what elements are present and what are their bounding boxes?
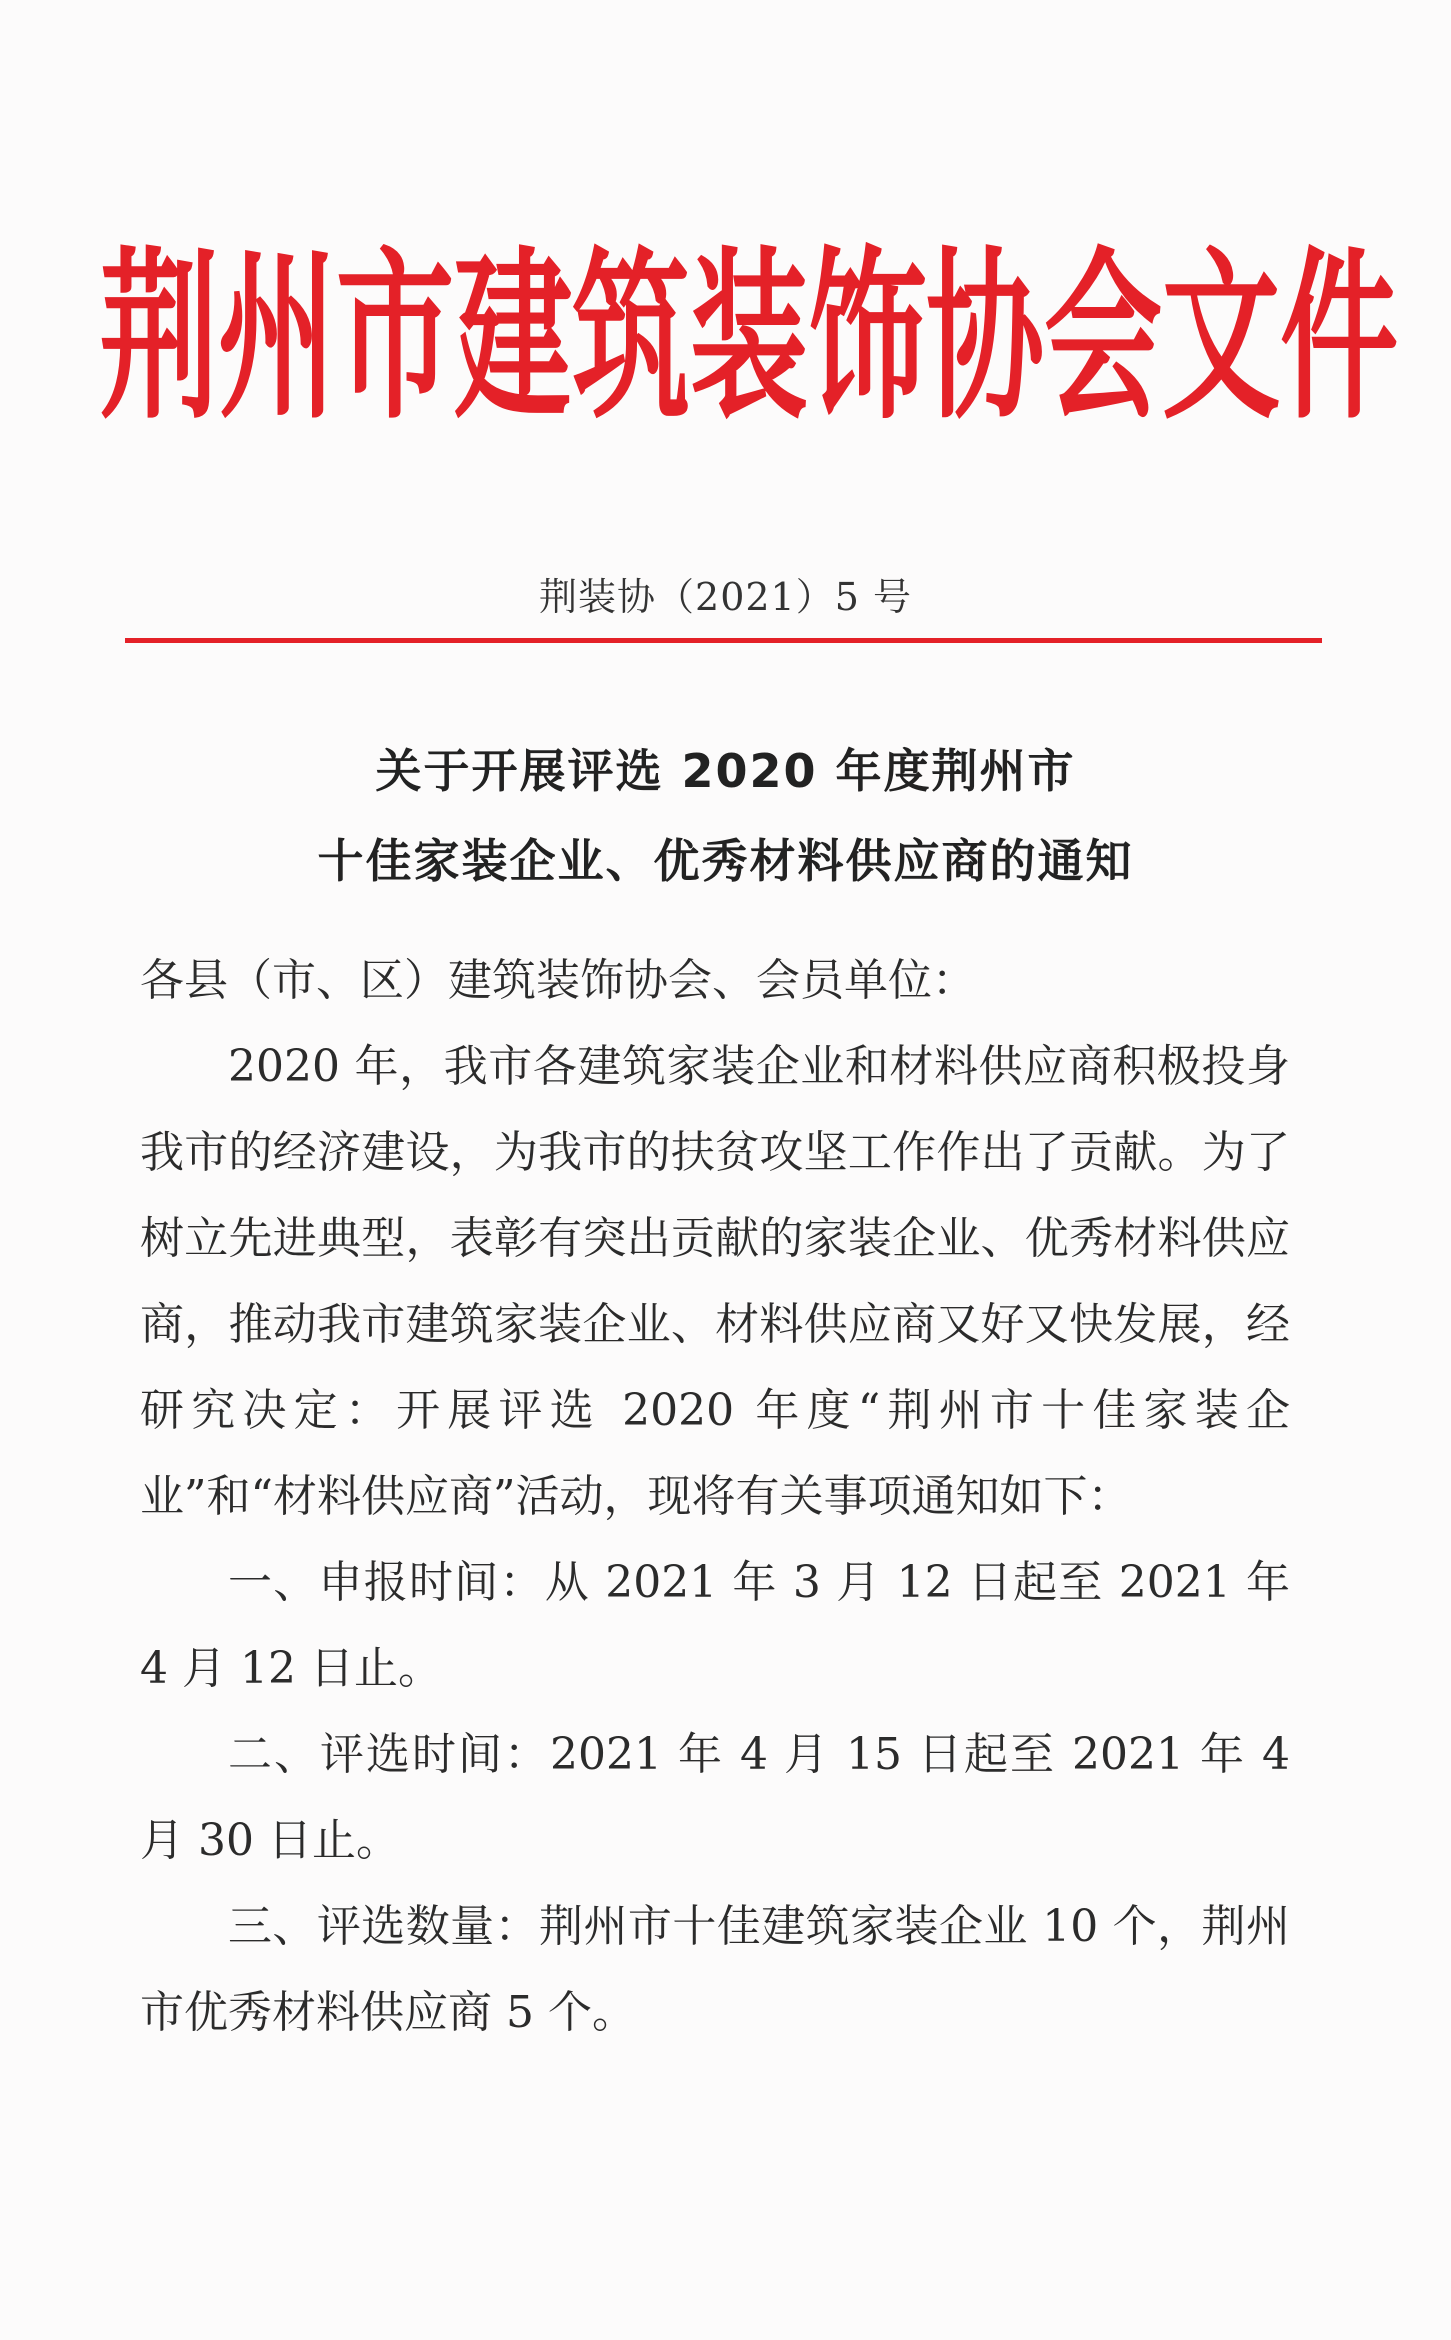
- masthead-char: 筑: [572, 230, 691, 444]
- document-number: 荆装协（2021）5 号: [539, 575, 912, 619]
- masthead-char: 文: [1162, 230, 1281, 444]
- item-selection-quota: 三、评选数量：荆州市十佳建筑家装企业 10 个，荆州市优秀材料供应商 5 个。: [140, 1901, 1290, 2038]
- red-divider: [125, 638, 1322, 643]
- masthead-char: 件: [1280, 230, 1399, 444]
- masthead-char: 协: [926, 230, 1045, 444]
- masthead-char: 市: [336, 230, 455, 444]
- intro-paragraph: 2020 年，我市各建筑家装企业和材料供应商积极投身我市的经济建设，为我市的扶贫攻坚工作作出了贡献。为了树立先进典型，表彰有突出贡献的家装企业、优秀材料供应商，推动我市建筑家装企业、材料供应商又好又快发展，经研究决定：开展评选 2020 年度“荆州市十佳家装企业”和“材料供应商”活动，现将有关事项通知如下：: [140, 1041, 1290, 1522]
- masthead-title: [100, 222, 1399, 452]
- masthead-char: 建: [454, 230, 573, 444]
- masthead-char: 饰: [808, 230, 927, 444]
- masthead-char: 荆: [100, 230, 219, 444]
- item-application-period: 一、申报时间：从 2021 年 3 月 12 日起至 2021 年 4 月 12 日止。: [140, 1557, 1290, 1694]
- item-evaluation-period: 二、评选时间：2021 年 4 月 15 日起至 2021 年 4 月 30 日止。: [140, 1729, 1290, 1866]
- salutation: 各县（市、区）建筑装饰协会、会员单位：: [140, 955, 976, 1006]
- masthead-char: 会: [1044, 230, 1163, 444]
- masthead-char: 州: [218, 230, 337, 444]
- notice-title-line2: 十佳家装企业、优秀材料供应商的通知: [317, 834, 1134, 888]
- notice-title-line1: 关于开展评选 2020 年度荆州市: [375, 744, 1076, 798]
- masthead-char: 装: [690, 230, 809, 444]
